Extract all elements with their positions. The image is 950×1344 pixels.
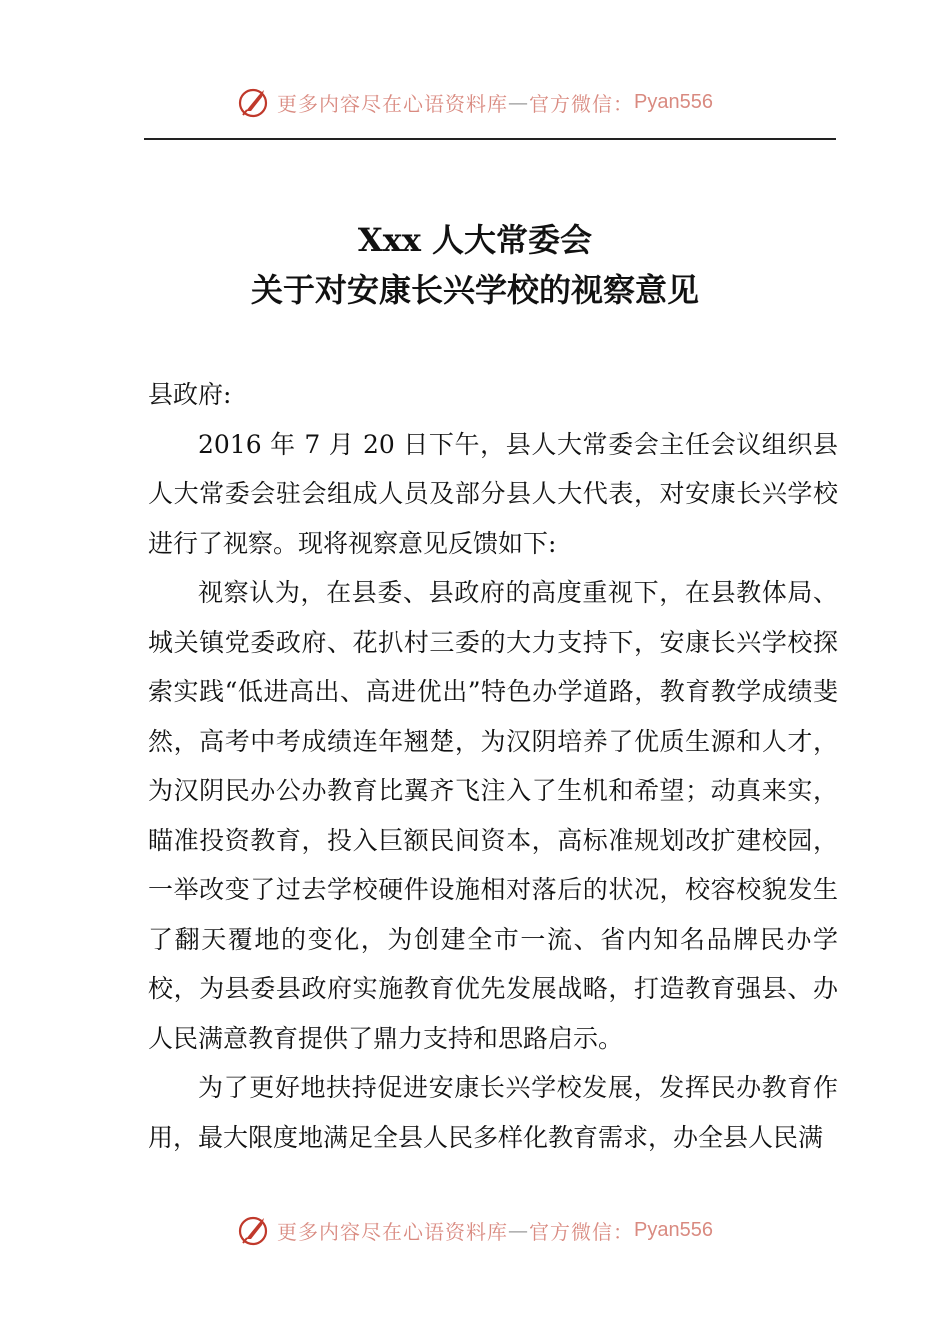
footer-banner-text: 更多内容尽在心语资料库: [277, 1219, 509, 1244]
document-body: [148, 370, 838, 1162]
paragraph-3: 为了更好地扶持促进安康长兴学校发展，发挥民办教育作用，最大限度地满足全县人民多样化教育需求，办全县人民满: [148, 1073, 838, 1152]
paragraph-2: 视察认为，在县委、县政府的高度重视下，在县教体局、城关镇党委政府、花扒村三委的大力支持下，安康长兴学校探索实践“低进高出、高进优出”特色办学道路，教育教学成绩斐然，高考中考成绩连年翘楚，为汉阴培养了优质生源和人才，为汉阴民办公办教育比翼齐飞注入了生机和希望；动真来实，瞄准投资教育，投入巨额民间资本，高标准规划改扩建校园，一举改变了过去学校硬件设施相对落后的状况，校容校貌发生了翻天覆地的变化，为创建全市一流、省内知名品牌民办学校，为县委县政府实施教育优先发展战略，打造教育强县、办人民满意教育提供了鼎力支持和思路启示。: [148, 578, 838, 1053]
header-divider: [144, 138, 836, 140]
header-banner-text: 更多内容尽在心语资料库: [277, 91, 509, 116]
header-banner-separator: —: [508, 90, 530, 114]
header-watermark-banner: [0, 82, 950, 122]
header-banner-contact-id: Pyan556: [634, 90, 713, 113]
document-title-line-2: 关于对安康长兴学校的视察意见: [250, 271, 699, 309]
footer-banner-separator: —: [508, 1218, 530, 1242]
quill-logo-icon: [237, 85, 271, 119]
header-banner-contact-label: 官方微信：: [529, 91, 635, 116]
footer-banner-contact-id: Pyan556: [634, 1218, 713, 1241]
paragraph-1: 2016 年 7 月 20 日下午，县人大常委会主任会议组织县人大常委会驻会组成人员及部分县人大代表，对安康长兴学校进行了视察。现将视察意见反馈如下:: [148, 429, 838, 558]
salutation: 县政府:: [148, 380, 232, 409]
footer-watermark-banner: [0, 1210, 950, 1250]
document-title-line-1: Xxx 人大常委会: [357, 221, 593, 259]
quill-logo-icon: [237, 1213, 271, 1247]
footer-banner-contact-label: 官方微信：: [529, 1219, 635, 1244]
